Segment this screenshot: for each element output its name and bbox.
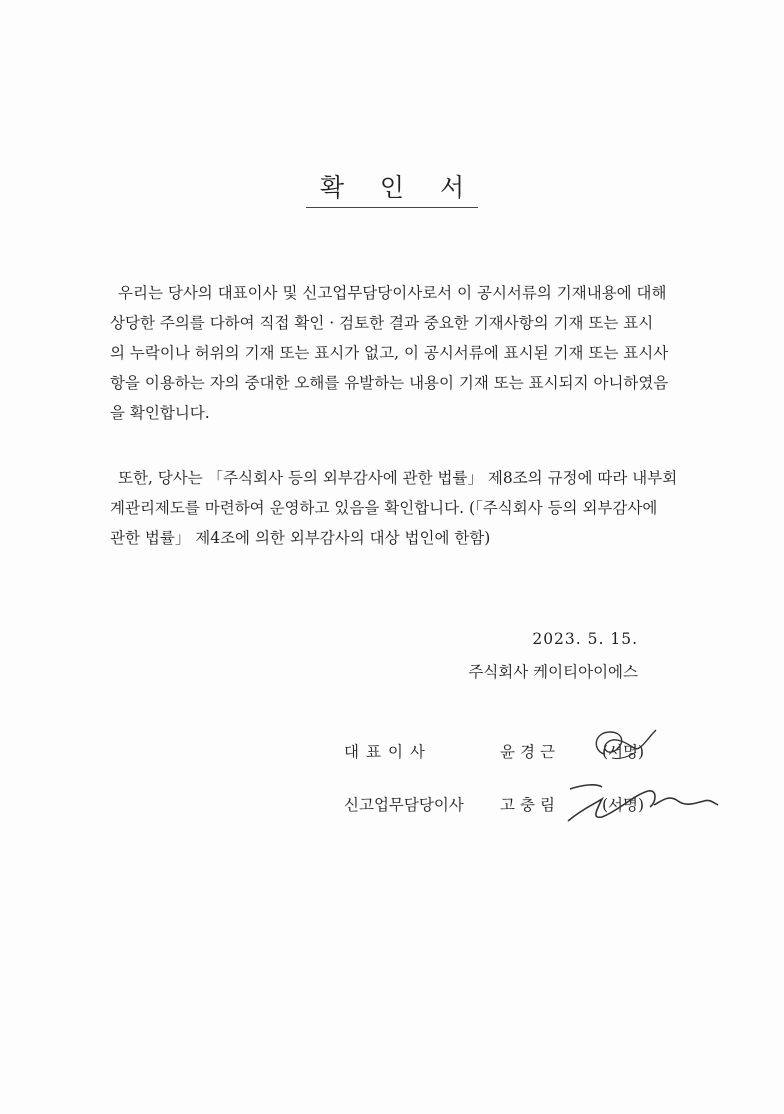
paragraph-line: 상당한 주의를 다하여 직접 확인 · 검토한 결과 중요한 기재사항의 기재 또는 표시 bbox=[110, 314, 654, 332]
paragraph-line: 계관리제도를 마련하여 운영하고 있음을 확인합니다. (「주식회사 등의 외부감사에 bbox=[110, 499, 658, 517]
signatory-name: 고충림 bbox=[500, 796, 560, 814]
confirmation-paragraph-2 bbox=[110, 463, 690, 553]
paragraph-line: 항을 이용하는 자의 중대한 오해를 유발하는 내용이 기재 또는 표시되지 아니하였음 bbox=[110, 374, 669, 392]
document-title bbox=[0, 168, 784, 208]
company-name: 주식회사 케이티아이에스 bbox=[468, 663, 638, 681]
paragraph-line: 의 누락이나 허위의 기재 또는 표시가 없고, 이 공시서류에 표시된 기재 또는 표시사 bbox=[110, 344, 669, 362]
signature-label: (서명) bbox=[602, 796, 645, 814]
signatory-role: 대표이사 bbox=[344, 743, 432, 761]
signatory-name: 윤경근 bbox=[500, 743, 560, 761]
signature-label: (서명) bbox=[602, 743, 645, 761]
paragraph-line: 우리는 당사의 대표이사 및 신고업무담당이사로서 이 공시서류의 기재내용에 대해 bbox=[118, 284, 667, 302]
paragraph-line: 관한 법률」 제4조에 의한 외부감사의 대상 법인에 한함) bbox=[110, 529, 491, 547]
document-title-text: 확 인 서 bbox=[306, 168, 478, 208]
signatory-role: 신고업무담당이사 bbox=[344, 796, 464, 814]
confirmation-paragraph-1 bbox=[110, 278, 690, 428]
paragraph-line: 또한, 당사는 「주식회사 등의 외부감사에 관한 법률」 제8조의 규정에 따라 내부회 bbox=[118, 469, 678, 487]
document-date: 2023. 5. 15. bbox=[532, 630, 638, 648]
paragraph-line: 을 확인합니다. bbox=[110, 404, 210, 422]
